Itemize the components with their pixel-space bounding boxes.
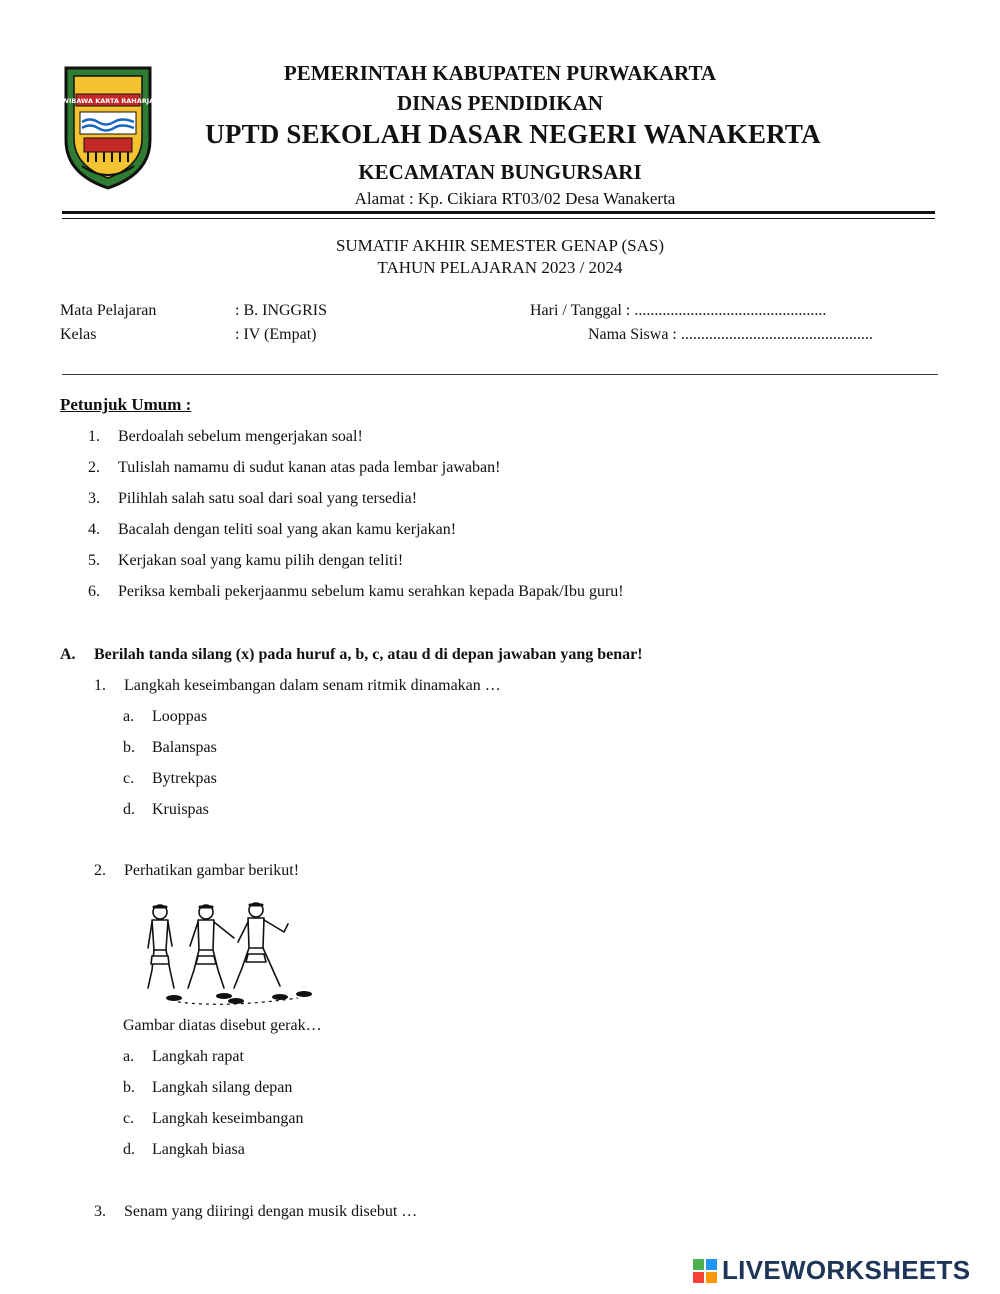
section-a-title: Berilah tanda silang (x) pada huruf a, b, c, atau d di depan jawaban yang benar!: [94, 646, 643, 663]
q1-option-c[interactable]: [123, 770, 217, 788]
walker-figure: [188, 905, 234, 988]
subject-label: Mata Pelajaran: [60, 302, 157, 319]
instruction-text: Bacalah dengan teliti soal yang akan kamu kerjakan!: [118, 521, 457, 538]
instruction-number: 2.: [88, 459, 100, 476]
liveworksheets-logo: [692, 1255, 970, 1286]
header-department: DINAS PENDIDIKAN: [397, 91, 603, 115]
option-letter: a.: [123, 1048, 135, 1065]
instruction-item: [88, 521, 456, 539]
header-government: PEMERINTAH KABUPATEN PURWAKARTA: [283, 61, 717, 85]
option-text: Kruispas: [152, 801, 209, 818]
instructions-title: Petunjuk Umum :: [60, 395, 192, 414]
class-label: Kelas: [60, 326, 97, 343]
question-number: 3.: [94, 1203, 106, 1220]
subject-value: : B. INGGRIS: [235, 302, 328, 319]
question-number: 1.: [94, 677, 106, 694]
instruction-item: [88, 583, 624, 601]
instruction-text: Pilihlah salah satu soal dari soal yang tersedia!: [118, 490, 418, 507]
instruction-text: Tulislah namamu di sudut kanan atas pada lembar jawaban!: [118, 459, 501, 476]
instruction-text: Berdoalah sebelum mengerjakan soal!: [118, 428, 363, 445]
q2-caption: Gambar diatas disebut gerak…: [123, 1017, 322, 1034]
student-name-field[interactable]: Nama Siswa : ................................................: [588, 326, 873, 343]
logo-motto: WIBAWA KARTA RAHARJA: [61, 97, 155, 105]
q2-option-b[interactable]: [123, 1079, 292, 1097]
instruction-text: Kerjakan soal yang kamu pilih dengan teliti!: [118, 552, 404, 569]
class-value: : IV (Empat): [235, 326, 317, 343]
walking-figures-illustration: [138, 898, 328, 1008]
option-letter: c.: [123, 770, 135, 787]
q2-option-a[interactable]: [123, 1048, 244, 1066]
instruction-text: Periksa kembali pekerjaanmu sebelum kamu serahkan kepada Bapak/Ibu guru!: [118, 583, 624, 600]
header-school: UPTD SEKOLAH DASAR NEGERI WANAKERTA: [205, 119, 821, 149]
info-divider: [62, 374, 938, 375]
header-district: KECAMATAN BUNGURSARI: [358, 160, 642, 184]
exam-title: SUMATIF AKHIR SEMESTER GENAP (SAS): [335, 236, 665, 255]
exam-year: TAHUN PELAJARAN 2023 / 2024: [377, 258, 623, 277]
option-letter: a.: [123, 708, 135, 725]
question-1: [94, 677, 501, 695]
option-letter: c.: [123, 1110, 135, 1127]
option-text: Balanspas: [152, 739, 217, 756]
question-text: Perhatikan gambar berikut!: [124, 862, 300, 879]
header-rule-thin: [62, 218, 935, 219]
q2-option-c[interactable]: [123, 1110, 304, 1128]
option-letter: d.: [123, 1141, 135, 1158]
instruction-number: 3.: [88, 490, 100, 507]
instruction-number: 4.: [88, 521, 100, 538]
date-field[interactable]: Hari / Tanggal : ................................................: [530, 302, 827, 319]
q1-option-b[interactable]: [123, 739, 217, 757]
q1-option-d[interactable]: [123, 801, 209, 819]
instruction-number: 5.: [88, 552, 100, 569]
question-3: [94, 1203, 417, 1221]
instruction-item: [88, 490, 417, 508]
instruction-item: [88, 459, 500, 477]
question-2: [94, 862, 299, 880]
option-letter: b.: [123, 739, 135, 756]
question-text: Senam yang diiringi dengan musik disebut …: [124, 1203, 418, 1220]
walker-figure: [148, 905, 174, 988]
header-rule-thick: [62, 211, 935, 214]
option-letter: b.: [123, 1079, 135, 1096]
option-text: Langkah rapat: [152, 1048, 244, 1065]
option-text: Langkah biasa: [152, 1141, 245, 1158]
instruction-item: [88, 552, 403, 570]
liveworksheets-wordmark: LIVEWORKSHEETS: [722, 1255, 971, 1285]
option-text: Looppas: [152, 708, 208, 725]
option-text: Langkah silang depan: [152, 1079, 293, 1096]
q1-option-a[interactable]: [123, 708, 207, 726]
instruction-number: 6.: [88, 583, 100, 600]
question-number: 2.: [94, 862, 106, 879]
footprints: [166, 991, 312, 1004]
instruction-number: 1.: [88, 428, 100, 445]
walker-figure: [234, 903, 288, 988]
instruction-item: [88, 428, 363, 446]
question-text: Langkah keseimbangan dalam senam ritmik dinamakan …: [124, 677, 501, 694]
header-address: Alamat : Kp. Cikiara RT03/02 Desa Wanakerta: [354, 189, 676, 208]
option-text: Bytrekpas: [152, 770, 217, 787]
section-a-label: A.: [60, 646, 76, 663]
q2-option-d[interactable]: [123, 1141, 245, 1159]
option-letter: d.: [123, 801, 135, 818]
option-text: Langkah keseimbangan: [152, 1110, 304, 1127]
liveworksheets-icon: [692, 1258, 718, 1284]
